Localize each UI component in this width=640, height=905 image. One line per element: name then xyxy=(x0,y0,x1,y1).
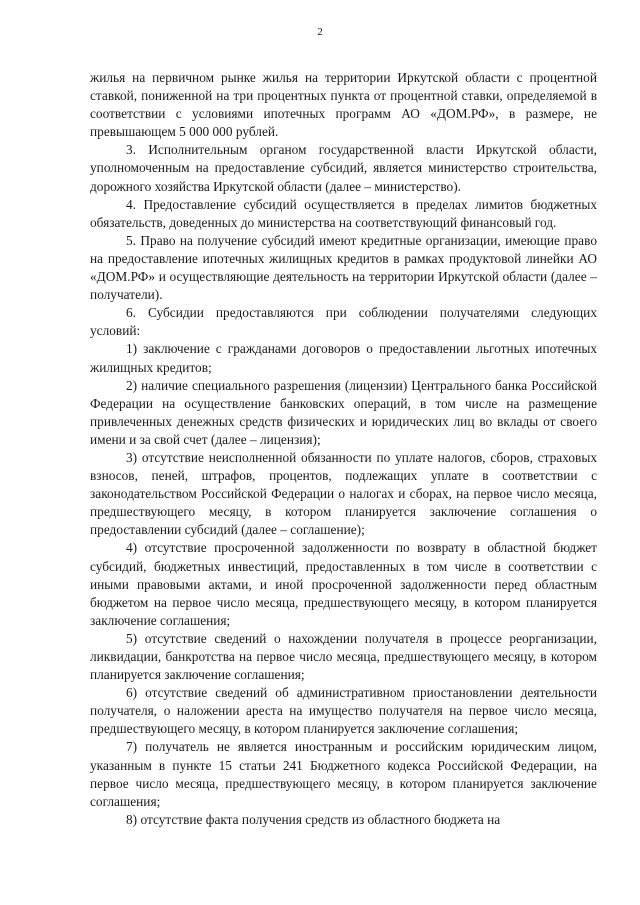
condition-item-6: 6) отсутствие сведений об административном приостановлении деятельности получателя, о наложении ареста на имущество получателя на первое число месяца, предшествующего месяцу, в котором планируется заключение соглашения; xyxy=(90,685,597,737)
condition-item-8: 8) отсутствие факта получения средств из областного бюджета на xyxy=(126,811,501,827)
paragraph-item-6: 6. Субсидии предоставляются при соблюдении получателями следующих условий: xyxy=(90,305,597,339)
paragraph-item-4: 4. Предоставление субсидий осуществляется в пределах лимитов бюджетных обязательств, доведенных до министерства на соответствующий финансовый год. xyxy=(90,196,597,230)
paragraph-continuation: жилья на первичном рынке жилья на территории Иркутской области с процентной ставкой, пониженной на три процентных пункта от процентной ставки, определяемой в соответствии с условиями ипотечных программ АО «ДОМ.РФ», в размере, не превышающем 5 000 000 рублей. xyxy=(90,70,597,140)
paragraph-item-5: 5. Право на получение субсидий имеют кредитные организации, имеющие право на предоставление ипотечных жилищных кредитов в рамках продуктовой линейки АО «ДОМ.РФ» и осуществляющие деятельность на территории Иркутской области (далее – получатели). xyxy=(90,232,597,303)
document-body xyxy=(90,69,597,829)
condition-item-1: 1) заключение с гражданами договоров о предоставлении льготных ипотечных жилищных кредитов; xyxy=(90,341,597,375)
condition-item-3: 3) отсутствие неисполненной обязанности по уплате налогов, сборов, страховых взносов, пеней, штрафов, процентов, подлежащих уплате в соответствии с законодательством Российской Федерации о налогах и сборах, на первое число месяца, предшествующего месяцу, в котором планируется заключение соглашения о предоставлении субсидий (далее – соглашение); xyxy=(90,449,597,538)
condition-item-4: 4) отсутствие просроченной задолженности по возврату в областной бюджет субсидий, бюджетных инвестиций, предоставленных в том числе в соответствии с иными правовыми актами, и иной просроченной задолженности перед областным бюджетом на первое число месяца, предшествующего месяцу, в котором планируется заключение соглашения; xyxy=(90,540,597,628)
page-number: 2 xyxy=(317,26,323,38)
condition-item-7: 7) получатель не является иностранным и российским юридическим лицом, указанным в пункте 15 статьи 241 Бюджетного кодекса Российской Федерации, на первое число месяца, предшествующего месяцу, в котором планируется заключение соглашения; xyxy=(90,739,597,809)
condition-item-2: 2) наличие специального разрешения (лицензии) Центрального банка Российской Федерации на осуществление банковских операций, в том числе на размещение привлеченных денежных средств физических и юридических лиц во вклады от своего имени и за свой счет (далее – лицензия); xyxy=(90,377,597,447)
paragraph-item-3: 3. Исполнительным органом государственной власти Иркутской области, уполномоченным на предоставление субсидий, является министерство строительства, дорожного хозяйства Иркутской области (далее – министерство). xyxy=(90,142,597,194)
condition-item-5: 5) отсутствие сведений о нахождении получателя в процессе реорганизации, ликвидации, банкротства на первое число месяца, предшествующего месяцу, в котором планируется заключение соглашения; xyxy=(90,630,597,683)
